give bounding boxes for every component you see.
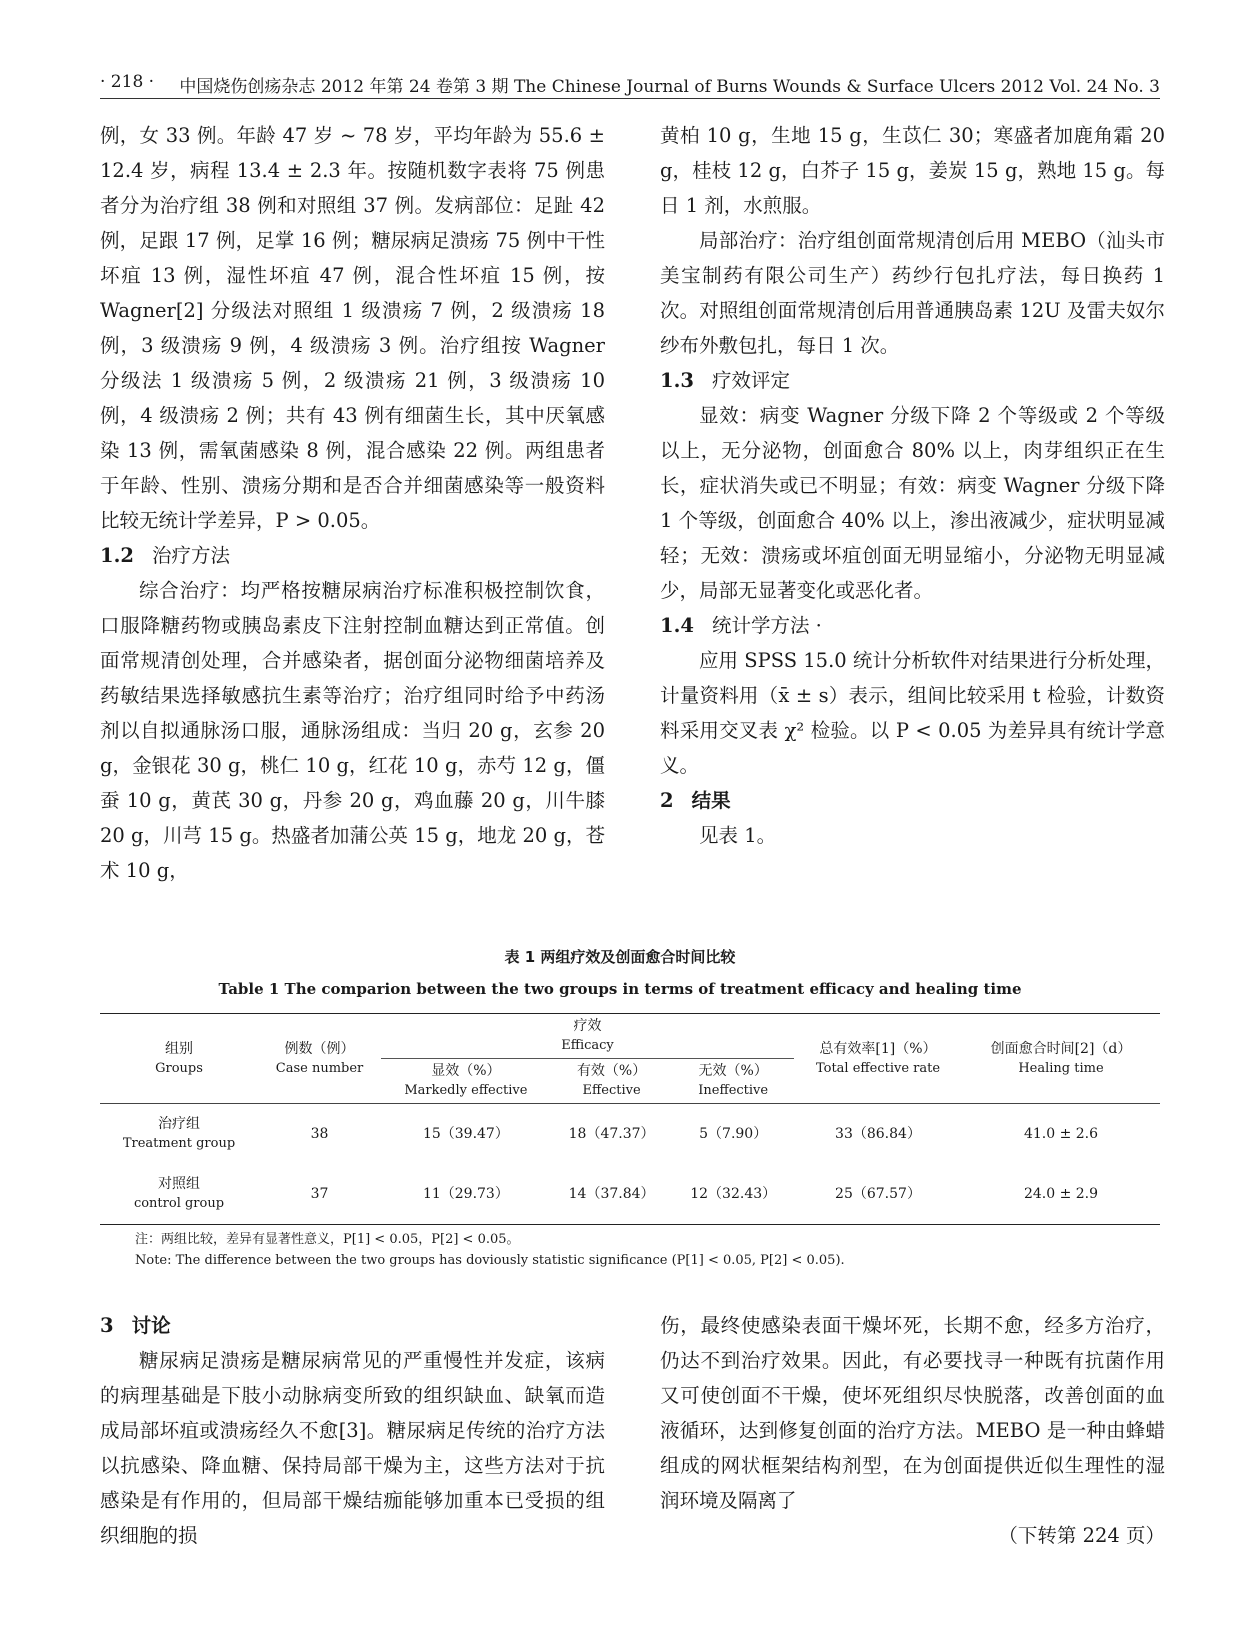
paragraph: 局部治疗：治疗组创面常规清创后用 MEBO（汕头市美宝制药有限公司生产）药纱行包扎疗法，每日换药 1 次。对照组创面常规清创后用普通胰岛素 12U 及雷夫奴尔纱布外敷包扎，每日 1 次。 xyxy=(660,229,1165,357)
header-healing-time: 创面愈合时间[2]（d） Healing time xyxy=(990,1040,1132,1076)
section-heading-3 xyxy=(100,1308,605,1343)
cell-marked: 11（29.73） xyxy=(422,1186,509,1202)
column-top-right xyxy=(660,118,1165,853)
column-top-left xyxy=(100,118,605,888)
cell-ineffective: 12（32.43） xyxy=(690,1186,777,1202)
header-effective: 有效（%） Effective xyxy=(576,1063,647,1098)
section-heading-1-3 xyxy=(660,363,1165,398)
cell-group: 对照组 control group xyxy=(133,1176,225,1211)
cell-healing: 41.0 ± 2.6 xyxy=(1023,1126,1099,1142)
section-title: 讨论 xyxy=(131,1314,171,1337)
paragraph: 显效：病变 Wagner 分级下降 2 个等级或 2 个等级以上，无分泌物，创面愈合 80% 以上，肉芽组织正在生长，症状消失或已不明显；有效：病变 Wagner 分级下降 1 个等级，创面愈合 40% 以上，渗出液减少，症状明显减轻；无效：溃疡或坏疽创面无明显缩小，分泌物无明显减少，局部无显著变化或恶化者。 xyxy=(660,404,1165,602)
paragraph: 例，女 33 例。年龄 47 岁 ~ 78 岁，平均年龄为 55.6 ± 12.4 岁，病程 13.4 ± 2.3 年。按随机数字表将 75 例患者分为治疗组 38 例和对照组 37 例。发病部位：足趾 42 例，足跟 17 例，足掌 16 例；糖尿病足溃疡 75 例中干性坏疽 13 例，湿性坏疽 47 例，混合性坏疽 15 例，按 Wagner[2] 分级法对照组 1 级溃疡 7 例，2 级溃疡 18 例，3 级溃疡 9 例，4 级溃疡 3 例。治疗组按 Wagner 分级法 1 级溃疡 5 例，2 级溃疡 21 例，3 级溃疡 10 例，4 级溃疡 2 例；共有 43 例有细菌生长，其中厌氧感染 13 例，需氧菌感染 8 例，混合感染 22 例。两组患者于年龄、性别、溃疡分期和是否合并细菌感染等一般资料比较无统计学差异，P > 0.05。 xyxy=(100,124,605,532)
cell-group: 治疗组 Treatment group xyxy=(122,1116,236,1151)
paragraph: 应用 SPSS 15.0 统计分析软件对结果进行分析处理，计量资料用（x̄ ± s）表示，组间比较采用 t 检验，计数资料采用交叉表 χ² 检验。以 P < 0.05 为差异具有统计学意义。 xyxy=(660,649,1165,777)
section-number: 1.4 xyxy=(660,614,694,637)
column-bottom-left xyxy=(100,1308,605,1553)
cell-effective: 14（37.84） xyxy=(568,1186,655,1202)
cell-healing: 24.0 ± 2.9 xyxy=(1023,1186,1099,1202)
column-bottom-right xyxy=(660,1308,1165,1553)
header-marked: 显效（%） Markedly effective xyxy=(404,1063,528,1098)
cell-cases: 37 xyxy=(310,1186,329,1202)
paragraph: 伤，最终使感染表面干燥坏死，长期不愈，经多方治疗，仍达不到治疗效果。因此，有必要找寻一种既有抗菌作用又可使创面不干燥，使坏死组织尽快脱落，改善创面的血液循环，达到修复创面的治疗方法。MEBO 是一种由蜂蜡组成的网状框架结构剂型，在为创面提供近似生理性的湿润环境及隔离了 xyxy=(660,1314,1165,1512)
table-row xyxy=(100,1164,1160,1224)
header-total-rate: 总有效率[1]（%） Total effective rate xyxy=(815,1040,941,1076)
header-efficacy: 疗效 Efficacy xyxy=(381,1014,794,1059)
cell-effective: 18（47.37） xyxy=(568,1126,655,1142)
cell-marked: 15（39.47） xyxy=(422,1126,509,1142)
section-heading-2 xyxy=(660,783,1165,818)
continuation-note: （下转第 224 页） xyxy=(998,1524,1165,1547)
paragraph: 见表 1。 xyxy=(699,824,777,847)
section-heading-1-4 xyxy=(660,608,1165,643)
paragraph: 糖尿病足溃疡是糖尿病常见的严重慢性并发症，该病的病理基础是下肢小动脉病变所致的组织缺血、缺氧而造成局部坏疽或溃疡经久不愈[3]。糖尿病足传统的治疗方法以抗感染、降血糖、保持局部干燥为主，这些方法对于抗感染是有作用的，但局部干燥结痂能够加重本已受损的组织细胞的损 xyxy=(100,1349,605,1547)
header-rule xyxy=(100,98,1160,99)
cell-ineffective: 5（7.90） xyxy=(699,1126,768,1142)
section-title: 统计学方法 · xyxy=(711,614,822,637)
table-note-cn: 注：两组比较，差异有显著性意义，P[1] < 0.05，P[2] < 0.05。 xyxy=(135,1232,520,1247)
paragraph: 综合治疗：均严格按糖尿病治疗标准积极控制饮食，口服降糖药物或胰岛素皮下注射控制血糖达到正常值。创面常规清创处理，合并感染者，据创面分泌物细菌培养及药敏结果选择敏感抗生素等治疗；治疗组同时给予中药汤剂以自拟通脉汤口服，通脉汤组成：当归 20 g，玄参 20 g，金银花 30 g，桃仁 10 g，红花 10 g，赤芍 12 g，僵蚕 10 g，黄芪 30 g，丹参 20 g，鸡血藤 20 g，川牛膝 20 g，川芎 15 g。热盛者加蒲公英 15 g，地龙 20 g，苍术 10 g， xyxy=(100,579,605,882)
table-row xyxy=(100,1104,1160,1164)
cell-total: 33（86.84） xyxy=(835,1126,921,1142)
table-caption-en: Table 1 The comparion between the two groups in terms of treatment efficacy and healing time xyxy=(218,980,1022,998)
journal-title: 中国烧伤创疡杂志 2012 年第 24 卷第 3 期 The Chinese Journal of Burns Wounds & Surface Ulcers 2012 Vol. 24 No. 3 xyxy=(179,77,1160,97)
table-note-en: Note: The difference between the two groups has doviously statistic significance (P[1] < 0.05, P[2] < 0.05). xyxy=(135,1253,845,1268)
paragraph: 黄柏 10 g，生地 15 g，生苡仁 30；寒盛者加鹿角霜 20 g，桂枝 12 g，白芥子 15 g，姜炭 15 g，熟地 15 g。每日 1 剂，水煎服。 xyxy=(660,124,1165,217)
cell-total: 25（67.57） xyxy=(835,1186,921,1202)
section-number: 2 xyxy=(660,789,674,812)
header-ineffective: 无效（%） Ineffective xyxy=(698,1063,769,1098)
section-number: 1.3 xyxy=(660,369,694,392)
running-header xyxy=(100,70,1160,98)
page-number: · 218 · xyxy=(100,72,155,92)
section-title: 治疗方法 xyxy=(151,544,230,567)
cell-cases: 38 xyxy=(310,1126,329,1142)
section-number: 1.2 xyxy=(100,544,134,567)
section-title: 结果 xyxy=(691,789,731,812)
header-group: 组别 Groups xyxy=(155,1040,203,1076)
results-table xyxy=(100,1013,1160,1225)
header-cases: 例数（例） Case number xyxy=(275,1040,364,1076)
section-title: 疗效评定 xyxy=(711,369,790,392)
table-caption-cn: 表 1 两组疗效及创面愈合时间比较 xyxy=(504,948,736,966)
section-number: 3 xyxy=(100,1314,114,1337)
section-heading-1-2 xyxy=(100,538,605,573)
